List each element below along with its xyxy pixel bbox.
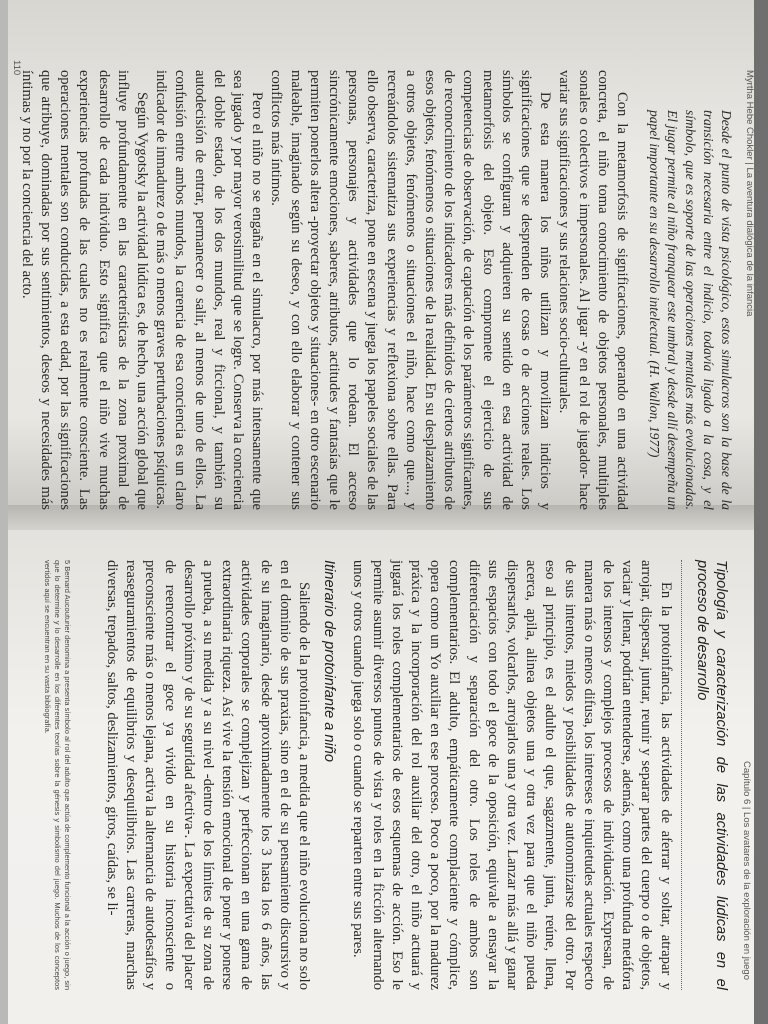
top-page-body: [17, 70, 736, 510]
section-paragraph-1: En la protoinfancia, las actividades de aferrar y soltar, atrapar y arrojar, dispersar, juntar, reunir y separar partes del cuerpo o de objetos, vaciar y llenar, podrían entenderse, además, como una profunda metáfora de los intensos y complejos procesos de individuación. Expresan, de manera más o menos difusa, los intereses e inquietudes actuales respecto de sus intentos, miedos y posibilidades de autonomizarse del otro. Por eso al principio, es el adulto el que, sagazmente, junta, reúne, llena, acerca, apila, alinea objetos una y otra vez para que el niño pueda dispersarlos, volcarlos, arrojarlos una y otra vez. Lanzar más allá y ganar sus espacios con todo el goce de la oposición, equivale a ensayar la diferenciación y separación del otro. Los roles de ambos son complementarios. El adulto, empáticamente complaciente y cómplice, opera como un Yo auxiliar en ese proceso. Poco a poco, por la madurez práxica y la incorporación del rol auxiliar del otro, el niño actuará y jugará los roles complementarios de esos esquemas de acción. Eso le permite asumir diversos puntos de vista y roles en la ficción alternando unos y otros cuando juega solo o cuando se reparten entre sus pares.: [350, 560, 674, 990]
epigraph-quote: [645, 70, 735, 510]
section-paragraph-2: Saliendo de la protoinfancia, a medida que el niño evoluciona no solo en el dominio de sus praxias, sino en el de su pensamiento discursivo y de su imaginario, desde aproximadamente los 3 hasta los 6 años, las actividades corporales se complejizan y perfeccionan en una gama de extraordinaria riqueza. Así vive la tensión emocional de poner y ponerse a prueba, a su medida y a su nivel -dentro de los límites de su zona de desarrollo próximo y de su seguridad afectiva-. La expectativa del placer de reencontrar el goce ya vivido en su historia inconsciente o preconsciente más o menos lejana, activa la alternancia de autodesafíos y reaseguramientos de equilibrios y desequilibrios. Las carreras, marchas diversas, trepados, saltos, deslizamientos, giros, caídas, se li-: [103, 560, 312, 990]
bottom-running-header: [741, 560, 752, 980]
section-divider: [681, 560, 682, 990]
paragraph-3: Pero el niño no se engaña en el simulacro, por más intensamente que sea jugado y por mayor verosimilitud que se logre. Conserva la conciencia del doble estado, de los dos mundos, real y ficcional, y también su autodecisión de entrar, permanecer o salir, al menos de uno de ellos. La confusión entre ambos mundos, la carencia de esa conciencia es un claro indicador de inmadurez o de más o menos graves perturbaciones psíquicas.: [153, 70, 266, 510]
bottom-page-body: [102, 560, 730, 990]
bottom-header-text: Capítulo 6 | Los avatares de la exploración en juego: [741, 760, 752, 980]
subsection-title: Itinerario de protoinfante a niño: [321, 560, 338, 763]
paragraph-2: De esta manera los niños utilizan y movilizan indicios y significaciones que se desprenden de cosas o de acciones reales. Los símbolos se configuran y adquieren su sentido en esa actividad de metamorfosis del objeto. Esto compromete el ejercicio de sus competencias de observación, de captación de los parámetros significantes, de reconocimiento de los indicadores más definidos de ciertos atributos de esos objetos, fenómenos o situaciones de la realidad. En su desplazamiento a otros objetos, fenómenos o situaciones el niño, hace como que..., y recreándolos sistematiza sus experiencias y reflexiona sobre ellas. Para ello observa, caracteriza, pone en escena y juega los papeles sociales de las personas, personajes y actividades que lo rodean. El acceso sincrónicamente emociones, saberes, atributos, actitudes y fantasías que le permiten ponerlos altera -proyectar objetos y situaciones- en otro escenario maleable, imaginado según su deseo, y con ello elaborar y contener sus conflictos más íntimos.: [268, 70, 554, 510]
top-header-text: Myrtha Hebe Chokler | La aventura dialógica de la infancia: [744, 70, 755, 317]
footnote: [42, 560, 72, 990]
section-title: Tipología y caracterización de las actividades lúdicas en el proceso de desarrollo: [693, 560, 729, 990]
footnote-text: 5 Bernard Aucouturier denomina a presenta símbolo al rol del adulto que actúa de complemento funcional a la acción o juego, sin que lo determine y lo desarrolle en los diferentes teorías sobre la génesis y simbolismo del juego. Muchos de los conceptos vertidos aquí se encuentran en su vasta bibliografía.: [43, 560, 72, 990]
quote-text: Desde el punto de vista psicológico, estos simulacros son la base de la transición necesaria entre el indicio, todavía ligado a la cosa, y el símbolo, que es soporte de las operaciones mentales más evolucionadas. El jugar permite al niño franquear este umbral y desde allí desempeña un papel importante en su desarrollo intelectual. (H. Wallon, 1977): [647, 110, 734, 510]
scanner-edge-right: [754, 0, 768, 1024]
page-edge-left: [0, 0, 8, 1024]
top-running-header: [744, 70, 755, 490]
page-number-text: 110: [11, 60, 22, 76]
paragraph-4: Según Vygotsky la actividad lúdica es, de hecho, una acción global que influye profundamente en las características de la zona proximal de desarrollo de cada individuo. Esto significa que el niño vive muchas experiencias profundas de las cuales no es realmente consciente. Las operaciones mentales son conducidas, a esta edad, por las significaciones que atribuye, dominadas por sus sentimientos, deseos y necesidades más íntimas y no por la conciencia del acto.: [18, 70, 150, 510]
paragraph-1: Con la metamorfosis de significaciones, operando en una actividad concreta, el niño toma conocimiento de objetos personales, multiples sonales o colectivos e impersonales. Al jugar -y en el rol de jugador- hace variar sus significaciones y sus relaciones socio-culturales.: [556, 70, 630, 510]
